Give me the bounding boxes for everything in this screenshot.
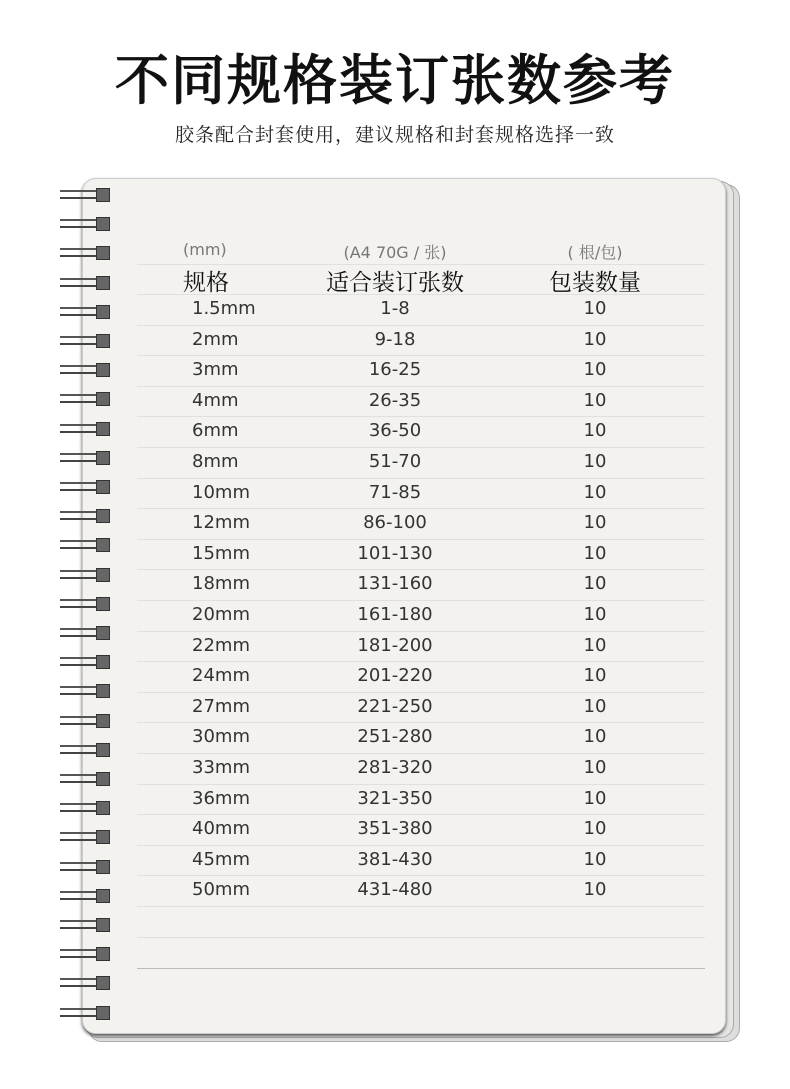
size-cell: 33mm xyxy=(192,757,250,778)
unit-pack: ( 根/包) xyxy=(567,243,623,262)
sheets-cell: 431-480 xyxy=(357,879,433,901)
header-pack: 包装数量 xyxy=(549,270,641,296)
header-sheets: 适合装订张数 xyxy=(326,270,464,296)
sheets-cell: 281-320 xyxy=(357,757,433,778)
size-cell: 6mm xyxy=(192,420,239,442)
size-cell: 15mm xyxy=(192,542,250,564)
table-row xyxy=(0,482,790,512)
sheets-cell: 101-130 xyxy=(357,542,433,564)
page-title: 不同规格装订张数参考 xyxy=(115,49,675,112)
table-row xyxy=(0,420,790,450)
pack-cell: 10 xyxy=(583,665,607,687)
sheets-cell: 221-250 xyxy=(357,695,433,717)
pack-cell: 10 xyxy=(583,420,607,442)
size-cell: 20mm xyxy=(192,604,250,625)
subtitle: 胶条配合封套使用，建议规格和封套规格选择一致 xyxy=(174,124,615,146)
table-row xyxy=(0,635,790,665)
sheets-cell: 251-280 xyxy=(357,726,433,748)
size-cell: 40mm xyxy=(192,818,250,840)
spiral-ring xyxy=(60,1006,110,1020)
size-cell: 2mm xyxy=(192,328,239,350)
table-row xyxy=(0,849,790,879)
pack-cell: 10 xyxy=(583,604,607,625)
table-row xyxy=(0,329,790,359)
pack-cell: 10 xyxy=(583,757,607,778)
size-cell: 50mm xyxy=(192,879,250,901)
size-cell: 18mm xyxy=(192,573,250,595)
sheets-cell: 36-50 xyxy=(368,420,422,442)
sheets-cell: 51-70 xyxy=(368,451,422,472)
unit-sheets: (A4 70G / 张) xyxy=(343,243,447,262)
table-row xyxy=(0,818,790,848)
size-cell: 8mm xyxy=(192,451,239,472)
sheets-cell: 131-160 xyxy=(357,573,433,595)
unit-size: (mm) xyxy=(183,240,227,259)
sheets-cell: 161-180 xyxy=(357,604,433,625)
pack-cell: 10 xyxy=(583,634,607,656)
table-row xyxy=(0,604,790,634)
sheets-cell: 351-380 xyxy=(357,818,433,840)
size-cell: 30mm xyxy=(192,726,250,748)
table-row xyxy=(0,573,790,603)
header-row xyxy=(0,264,790,294)
spiral-ring xyxy=(60,947,110,961)
spiral-ring xyxy=(60,918,110,932)
size-cell: 1.5mm xyxy=(192,298,256,319)
spiral-ring xyxy=(60,976,110,990)
pack-cell: 10 xyxy=(583,818,607,840)
spiral-ring xyxy=(60,217,110,231)
size-cell: 27mm xyxy=(192,695,250,717)
table-row xyxy=(0,512,790,542)
table-row xyxy=(0,451,790,481)
pack-cell: 10 xyxy=(583,359,607,381)
spiral-ring xyxy=(60,188,110,202)
table-row xyxy=(0,543,790,573)
pack-cell: 10 xyxy=(583,848,607,870)
sheets-cell: 16-25 xyxy=(368,359,422,381)
sheets-cell: 9-18 xyxy=(374,328,416,350)
pack-cell: 10 xyxy=(583,573,607,595)
pack-cell: 10 xyxy=(583,298,607,319)
table-row xyxy=(0,298,790,328)
table-row xyxy=(0,696,790,726)
ruled-line xyxy=(137,937,705,938)
table-row xyxy=(0,788,790,818)
size-cell: 12mm xyxy=(192,512,250,534)
sheets-cell: 381-430 xyxy=(357,848,433,870)
pack-cell: 10 xyxy=(583,695,607,717)
sheets-cell: 181-200 xyxy=(357,634,433,656)
size-cell: 24mm xyxy=(192,665,250,687)
sheets-cell: 86-100 xyxy=(363,512,427,534)
size-cell: 45mm xyxy=(192,848,250,870)
table-row xyxy=(0,879,790,909)
pack-cell: 10 xyxy=(583,512,607,534)
sheets-cell: 71-85 xyxy=(368,481,422,503)
sheets-cell: 26-35 xyxy=(368,389,422,411)
table-row xyxy=(0,726,790,756)
table-row xyxy=(0,359,790,389)
pack-cell: 10 xyxy=(583,726,607,748)
pack-cell: 10 xyxy=(583,481,607,503)
header-size: 规格 xyxy=(183,270,229,296)
sheets-cell: 1-8 xyxy=(380,298,410,319)
table-row xyxy=(0,390,790,420)
size-cell: 10mm xyxy=(192,481,250,503)
pack-cell: 10 xyxy=(583,451,607,472)
pack-cell: 10 xyxy=(583,389,607,411)
sheets-cell: 201-220 xyxy=(357,665,433,687)
size-cell: 22mm xyxy=(192,634,250,656)
ruled-line xyxy=(137,968,705,969)
pack-cell: 10 xyxy=(583,542,607,564)
size-cell: 36mm xyxy=(192,787,250,809)
sheets-cell: 321-350 xyxy=(357,787,433,809)
table-row xyxy=(0,665,790,695)
pack-cell: 10 xyxy=(583,879,607,901)
pack-cell: 10 xyxy=(583,328,607,350)
table-row xyxy=(0,757,790,787)
pack-cell: 10 xyxy=(583,787,607,809)
size-cell: 4mm xyxy=(192,389,239,411)
size-cell: 3mm xyxy=(192,359,239,381)
